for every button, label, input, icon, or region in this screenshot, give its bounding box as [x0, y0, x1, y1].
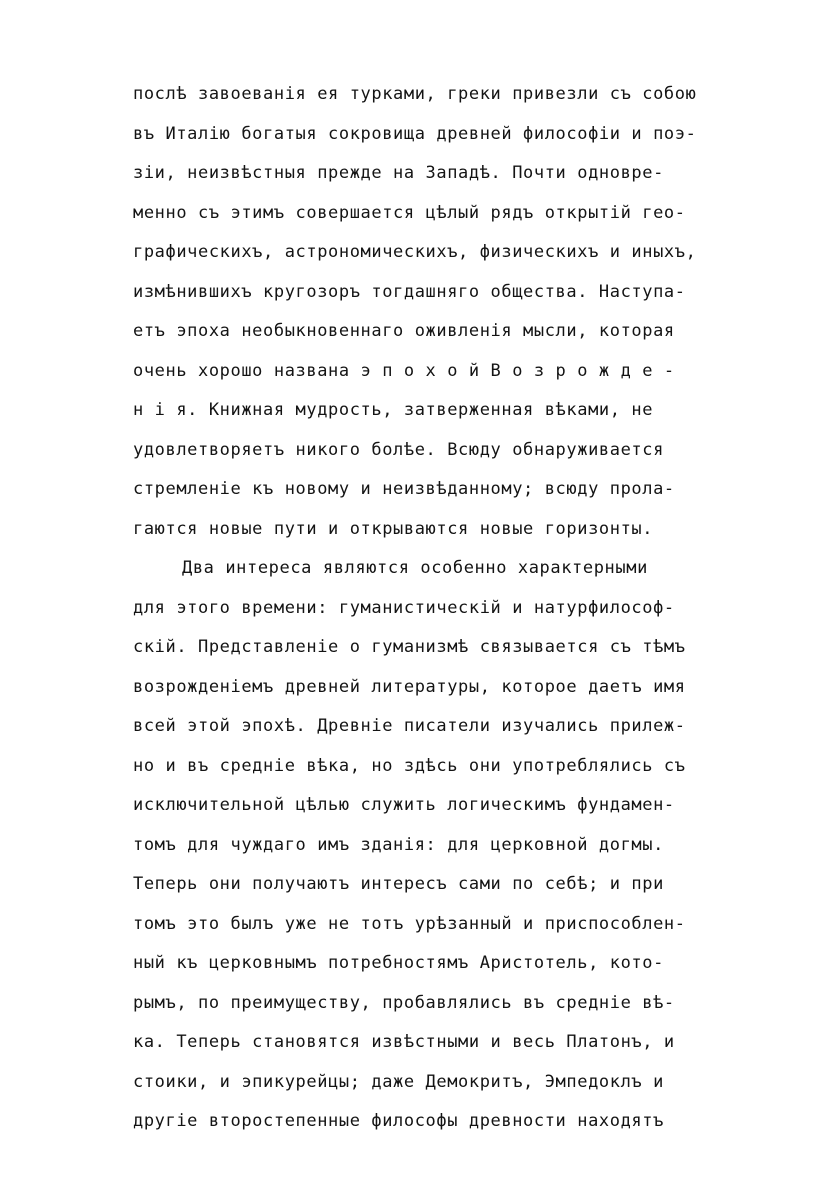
text-line: очень хорошо названа э п о х о й В о з р о ж д е - [133, 361, 675, 381]
text-line: Два интереса являются особенно характерными [182, 558, 648, 578]
text-line: графическихъ, астрономическихъ, физическихъ и иныхъ, [133, 242, 697, 262]
text-line: всей этой эпохѣ. Древніе писатели изучались прилеж- [133, 716, 686, 736]
text-line: менно съ этимъ совершается цѣлый рядъ открытій гео- [133, 203, 686, 223]
text-line: удовлетворяетъ никого болѣе. Всюду обнаруживается [133, 440, 664, 460]
text-line: другіе второстепенные философы древности находятъ [133, 1111, 664, 1131]
text-line: стремленіе къ новому и неизвѣданному; всюду прола- [133, 479, 675, 499]
text-line: стоики, и эпикурейцы; даже Демокритъ, Эмпедоклъ и [133, 1072, 664, 1092]
text-line: для этого времени: гуманистическій и натурфилософ- [133, 598, 675, 618]
text-line: Теперь они получаютъ интересъ сами по себѣ; и при [133, 874, 664, 894]
text-line: возрожденіемъ древней литературы, которое даетъ имя [133, 677, 686, 697]
text-line: измѣнившихъ кругозоръ тогдашняго общества. Наступа- [133, 282, 686, 302]
text-line: ный къ церковнымъ потребностямъ Аристотель, кото- [133, 953, 664, 973]
text-line: зіи, неизвѣстныя прежде на Западѣ. Почти одновре- [133, 163, 664, 183]
text-line: гаются новые пути и открываются новые горизонты. [133, 519, 654, 539]
text-line: скій. Представленіе о гуманизмѣ связывается съ тѣмъ [133, 637, 686, 657]
text-line: въ Италію богатыя сокровища древней философіи и поэ- [133, 124, 697, 144]
text-line: исключительной цѣлью служить логическимъ фундамен- [133, 795, 675, 815]
text-line: томъ это былъ уже не тотъ урѣзанный и приспособлен- [133, 914, 686, 934]
text-line: томъ для чуждаго имъ зданія: для церковной догмы. [133, 835, 664, 855]
text-line: н і я. Книжная мудрость, затверженная вѣками, не [133, 400, 654, 420]
text-line: ка. Теперь становятся извѣстными и весь Платонъ, и [133, 1032, 675, 1052]
text-line: етъ эпоха необыкновеннаго оживленія мысли, которая [133, 321, 675, 341]
text-line: послѣ завоеванія ея турками, греки привезли съ собою [133, 84, 697, 104]
text-line: рымъ, по преимуществу, пробавлялись въ средніе вѣ- [133, 993, 675, 1013]
text-line: но и въ средніе вѣка, но здѣсь они употреблялись съ [133, 756, 686, 776]
